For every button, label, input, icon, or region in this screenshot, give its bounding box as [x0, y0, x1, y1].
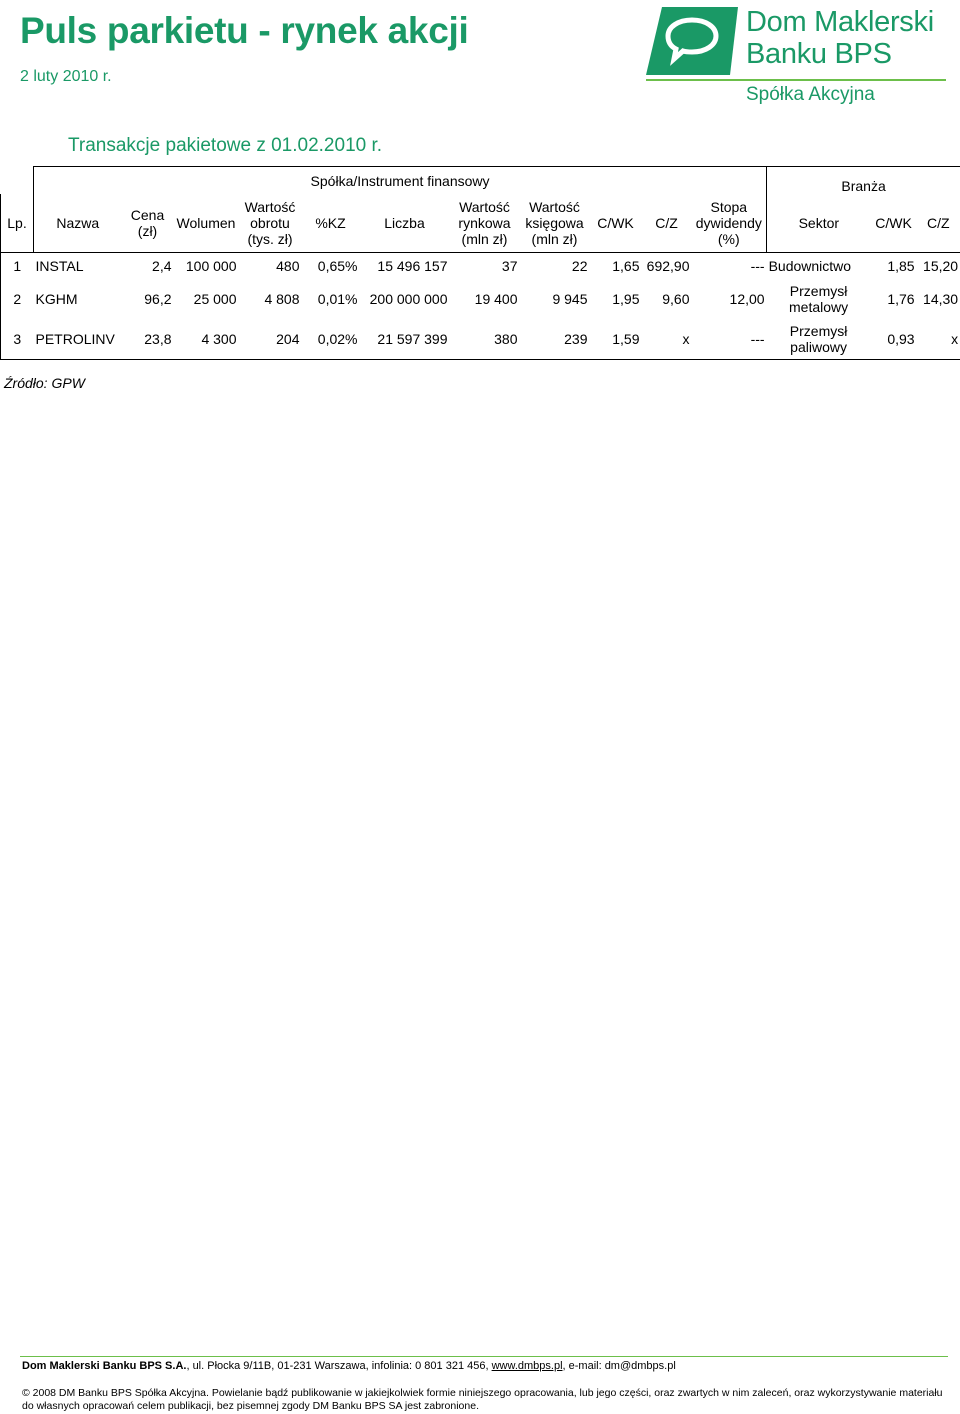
logo-line-1: Dom Maklerski	[746, 6, 934, 38]
col-header-pct-kz: %KZ	[302, 194, 360, 253]
cell-volume: 25 000	[193, 291, 237, 307]
cell-price: 96,2	[144, 291, 172, 307]
col-header-market-value: Wartość rynkowa (mln zł)	[450, 194, 520, 253]
cell-sector-cz: 14,30	[917, 279, 960, 319]
report-date: 2 luty 2010 r.	[20, 68, 112, 85]
col-header-sector-cwk: C/WK	[871, 194, 917, 253]
cell-name: PETROLINV	[34, 319, 122, 360]
column-header-row	[1, 194, 960, 253]
col-header-cwk: C/WK	[590, 194, 642, 253]
cell-volume: 4 300	[174, 319, 239, 360]
section-title: Transakcje pakietowe z 01.02.2010 r.	[68, 135, 383, 156]
report-title: Puls parkietu - rynek akcji	[20, 10, 469, 51]
col-header-lp: Lp.	[1, 194, 34, 253]
cell-count: 21 597 399	[360, 319, 450, 360]
footer-company-name: Dom Maklerski Banku BPS S.A.	[22, 1360, 187, 1372]
logo-company-name	[746, 6, 934, 70]
cell-turnover: 4 808	[264, 291, 300, 307]
col-header-sector-cz: C/Z	[917, 194, 960, 253]
cell-pct-kz: 0,02%	[302, 319, 360, 360]
footer-address	[22, 1360, 676, 1372]
cell-lp: 3	[1, 319, 34, 360]
cell-book-value: 239	[520, 319, 590, 360]
cell-name: KGHM	[35, 291, 78, 307]
cell-sector: Przemysł paliwowy	[767, 319, 871, 360]
cell-cwk: 1,59	[590, 319, 642, 360]
cell-sector-cwk: 1,76	[887, 291, 915, 307]
footer-address-text: , ul. Płocka 9/11B, 01-231 Warszawa, infolinia: 0 801 321 456,	[186, 1360, 492, 1372]
footer-copyright: © 2008 DM Banku BPS Spółka Akcyjna. Powielanie bądź publikowanie w jakiejkolwiek formie niniejszego opracowania, lub jego części, oraz zwartych w nim zaleceń, oraz wykorzystywanie materiału do własnych opracowań celem publikacji, bez pisemnej zgody DM Banku BPS SA jest zabronione.	[22, 1387, 943, 1412]
cell-cwk: 1,95	[612, 291, 640, 307]
cell-dividend: ---	[750, 258, 765, 274]
cell-book-value: 22	[571, 258, 588, 274]
cell-lp: 2	[1, 279, 34, 319]
col-header-turnover: Wartość obrotu (tys. zł)	[239, 194, 302, 253]
cell-turnover: 204	[239, 319, 302, 360]
cell-cz: 692,90	[646, 258, 690, 274]
cell-count: 15 496 157	[377, 258, 448, 274]
col-header-count: Liczba	[360, 194, 450, 253]
col-header-sector: Sektor	[767, 194, 871, 253]
cell-sector-cwk: 0,93	[871, 319, 917, 360]
cell-dividend: 12,00	[729, 291, 765, 307]
cell-sector-cwk: 1,85	[887, 258, 915, 274]
footer-email: , e-mail: dm@dmbps.pl	[562, 1360, 676, 1372]
table-row	[1, 319, 960, 360]
cell-lp: 1	[1, 253, 34, 280]
group-header-industry: Branża	[767, 167, 960, 195]
logo-divider	[646, 79, 946, 81]
table-row	[1, 279, 960, 319]
cell-pct-kz: 0,01%	[317, 291, 358, 307]
cell-sector-cz: 15,20	[917, 253, 960, 280]
logo-subtitle: Spółka Akcyjna	[746, 84, 875, 105]
cell-price: 2,4	[152, 258, 172, 274]
group-header-row	[1, 167, 960, 195]
group-header-instrument: Spółka/Instrument finansowy	[34, 167, 767, 195]
cell-name: INSTAL	[35, 258, 84, 274]
logo-line-2: Banku BPS	[746, 38, 892, 70]
col-header-cz: C/Z	[642, 194, 692, 253]
cell-sector-cz: x	[917, 319, 960, 360]
cell-cz: x	[642, 319, 692, 360]
data-source-note: Źródło: GPW	[4, 375, 85, 391]
footer-website-link[interactable]: www.dmbps.pl	[491, 1360, 563, 1372]
cell-pct-kz: 0,65%	[317, 258, 358, 274]
cell-sector: Budownictwo	[768, 258, 852, 274]
block-trades-table-wrapper	[0, 166, 960, 360]
logo-speech-bubble-icon	[646, 7, 738, 75]
col-header-price: Cena (zł)	[122, 194, 174, 253]
col-header-volume: Wolumen	[174, 194, 239, 253]
cell-market-value: 19 400	[474, 291, 518, 307]
col-header-book-value: Wartość księgowa (mln zł)	[520, 194, 590, 253]
cell-dividend: ---	[692, 319, 767, 360]
cell-market-value: 37	[501, 258, 518, 274]
cell-cwk: 1,65	[612, 258, 640, 274]
cell-price: 23,8	[122, 319, 174, 360]
footer-divider	[20, 1356, 948, 1357]
cell-count: 200 000 000	[369, 291, 448, 307]
company-logo	[646, 4, 954, 108]
cell-book-value: 9 945	[552, 291, 588, 307]
col-header-dividend: Stopa dywidendy (%)	[692, 194, 767, 253]
cell-sector: Przemysł metalowy	[789, 283, 849, 315]
cell-volume: 100 000	[185, 258, 237, 274]
col-header-name: Nazwa	[34, 194, 122, 253]
cell-market-value: 380	[450, 319, 520, 360]
table-row	[1, 253, 960, 280]
cell-cz: 9,60	[662, 291, 690, 307]
cell-turnover: 480	[276, 258, 300, 274]
block-trades-table	[0, 166, 960, 360]
